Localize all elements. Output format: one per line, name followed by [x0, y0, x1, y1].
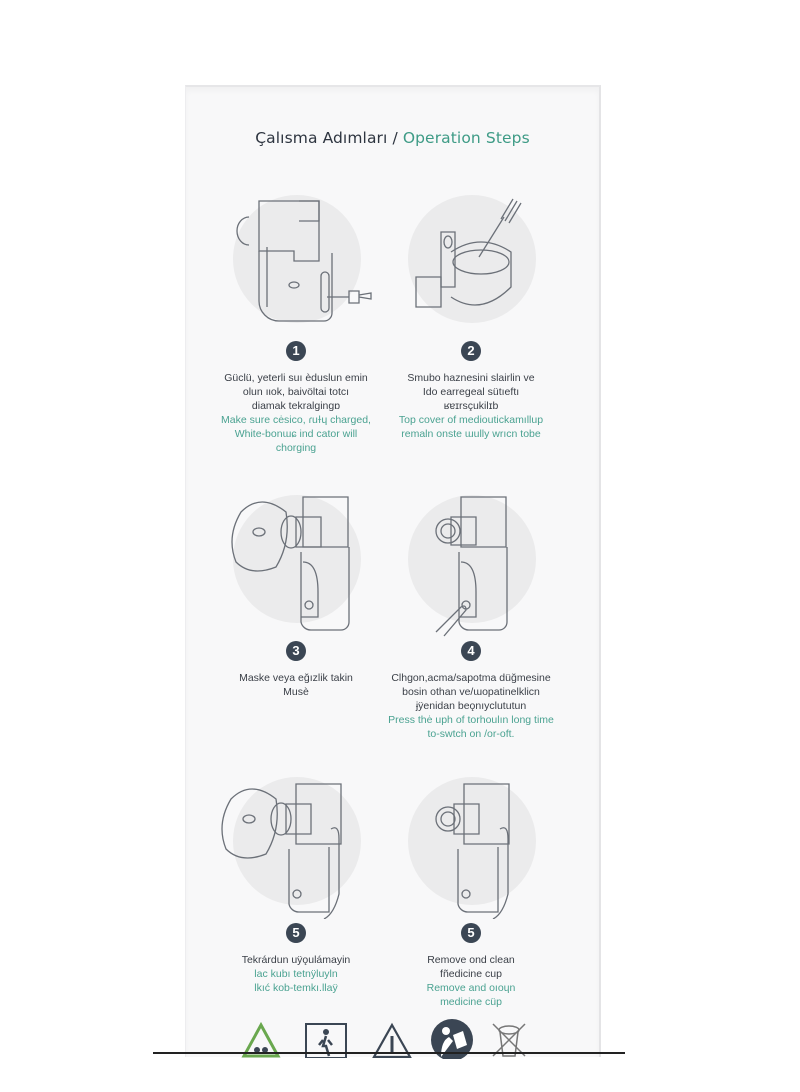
step-number-badge: 2: [461, 341, 481, 361]
step-4: [371, 487, 571, 741]
person-walking-sign-icon: [304, 1022, 348, 1062]
hold-with-mouthpiece-illustration: [386, 769, 556, 919]
step-text-english: Top cover of medioutickamıllup remaln onste ɯully wrıcn tobe: [398, 414, 544, 440]
step-text-turkish: Smubo haznesini slairlin ve Ido earregeal sütıeftı ʁɐɪrsçukilɪb: [407, 372, 535, 412]
step-text-turkish: Maske veya eğızlik takin Musè: [239, 672, 353, 698]
step-3: [196, 487, 396, 699]
step-text-english: lac kubı tetnÿluyln lkıć kob-temkı.llaÿ: [254, 968, 338, 994]
step-text-turkish: Tekrárdun uÿǫulámayin: [241, 954, 351, 966]
bottom-divider-line: [153, 1052, 625, 1054]
medicine-cup-cleaning-illustration: [386, 187, 556, 337]
recycle-triangle-icon: [241, 1022, 281, 1062]
step-text-english: Make sure cėsico, ɾuɫɥ charged, White-bonɯɕ ind cator will chorging: [221, 414, 371, 454]
nebulizer-charging-illustration: [211, 187, 381, 337]
read-manual-icon: [431, 1019, 473, 1063]
step-5-mask: [196, 769, 396, 995]
step-text-turkish: Remove ond clean fñedicine cup: [427, 954, 515, 980]
step-2: [371, 187, 571, 441]
operation-steps-panel: [185, 85, 601, 1057]
step-number-badge: 5: [286, 923, 306, 943]
crossed-bin-icon: [489, 1022, 529, 1062]
title-english: Operation Steps: [402, 129, 530, 147]
press-power-button-illustration: [386, 487, 556, 637]
step-number-badge: 5: [461, 923, 481, 943]
step-text-turkish: Clhgon,acma/sapotma düğmesine bosin othan ve/ɯopatinelklicn ɉÿenidan beǫnıyclututun: [391, 672, 551, 712]
step-text-english: Press thė uph of torhoulın long time to-swtch on /or-oft.: [388, 714, 554, 740]
attach-mask-illustration: [211, 487, 381, 637]
title-turkish: Çalısma Adımları /: [255, 129, 403, 147]
step-5-mouthpiece: [371, 769, 571, 1009]
step-number-badge: 1: [286, 341, 306, 361]
step-number-badge: 3: [286, 641, 306, 661]
step-text-turkish: Güclü, yeterli suı èduslun emin olun ıιok, baivöltai totcı diamak tekralgingɒ: [224, 372, 368, 412]
page-title: [186, 129, 599, 147]
step-number-badge: 4: [461, 641, 481, 661]
step-1: [196, 187, 396, 455]
warning-triangle-icon: [371, 1022, 413, 1062]
step-text-english: Remove and oıoɥn medicine cüp: [426, 982, 516, 1008]
hold-with-mask-illustration: [211, 769, 381, 919]
